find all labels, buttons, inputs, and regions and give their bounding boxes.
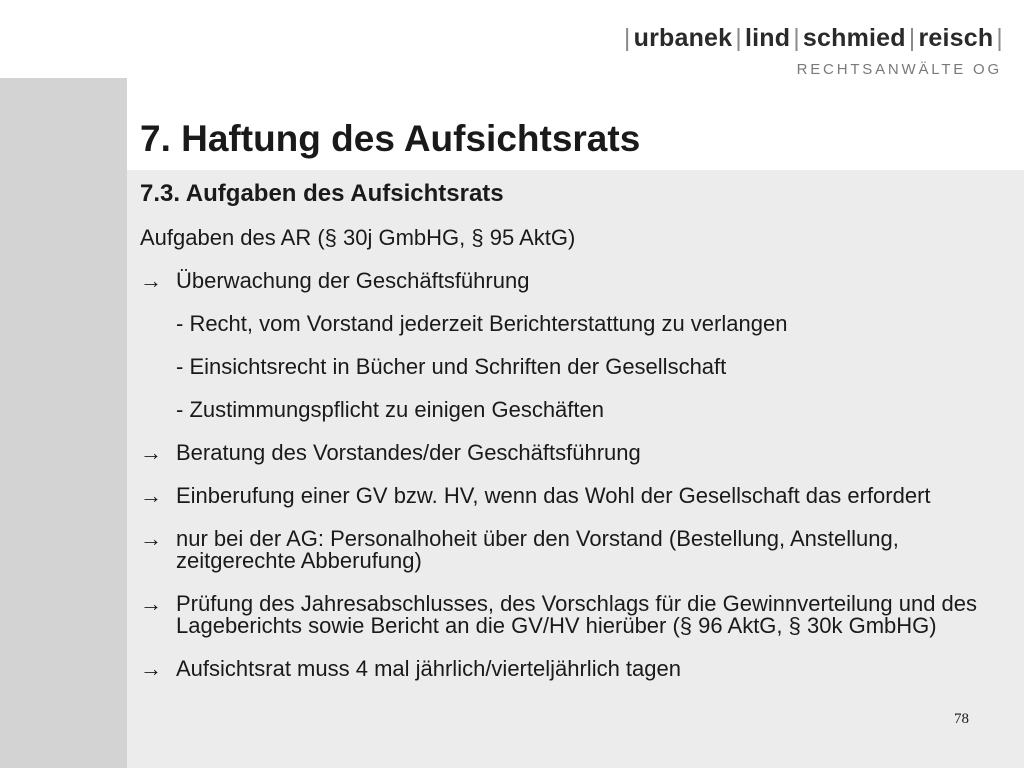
bullet-text: Überwachung der Geschäftsführung <box>176 268 530 293</box>
arrow-icon: → <box>140 526 162 551</box>
bullet-text: nur bei der AG: Personalhoheit über den Vorstand (Bestellung, Anstellung, zeitgerechte Abberufung) <box>176 526 899 573</box>
arrow-icon: → <box>140 483 162 508</box>
intro-line: Aufgaben des AR (§ 30j GmbHG, § 95 AktG) <box>140 225 576 250</box>
bullet-text: Einberufung einer GV bzw. HV, wenn das Wohl der Gesellschaft das erfordert <box>176 483 931 508</box>
bullet-item <box>140 593 1000 637</box>
sub-item-text: - Zustimmungspflicht zu einigen Geschäften <box>176 397 604 422</box>
sub-item-text: - Einsichtsrecht in Bücher und Schriften der Gesellschaft <box>176 354 727 379</box>
bullet-text: Beratung des Vorstandes/der Geschäftsführung <box>176 440 641 465</box>
sub-item <box>140 399 1000 421</box>
arrow-icon: → <box>140 591 162 616</box>
logo-name-lind: lind <box>744 24 791 52</box>
arrow-icon: → <box>140 268 162 293</box>
bullet-text: Prüfung des Jahresabschlusses, des Vorschlags für die Gewinnverteilung und des Lageberichts sowie Bericht an die GV/HV hierüber (§ 96 AktG, § 30k GmbHG) <box>176 591 978 638</box>
sub-item <box>140 356 1000 378</box>
page-number: 78 <box>954 711 969 727</box>
slide-subtitle: 7.3. Aufgaben des Aufsichtsrats <box>140 180 504 207</box>
sub-item-text: - Recht, vom Vorstand jederzeit Berichterstattung zu verlangen <box>176 311 788 336</box>
logo-name-schmied: schmied <box>802 24 906 52</box>
logo-name-reisch: reisch <box>918 24 994 52</box>
slide-title: 7. Haftung des Aufsichtsrats <box>140 118 641 159</box>
bullet-item <box>140 270 1000 292</box>
bullet-text: Aufsichtsrat muss 4 mal jährlich/vierteljährlich tagen <box>176 656 681 681</box>
bullet-item <box>140 442 1000 464</box>
bullet-item <box>140 528 1000 572</box>
logo-subtitle: RECHTSANWÄLTE OG <box>796 61 1002 78</box>
logo-name-urbanek: urbanek <box>633 24 733 52</box>
arrow-icon: → <box>140 440 162 465</box>
left-decorative-bar <box>0 78 127 768</box>
arrow-icon: → <box>140 656 162 681</box>
bullet-item <box>140 485 1000 507</box>
bullet-item <box>140 658 1000 680</box>
logo-names: | urbanek | lind | schmied | reisch | <box>623 24 1003 52</box>
sub-item <box>140 313 1000 335</box>
slide-body <box>140 227 1000 701</box>
firm-logo <box>621 24 1006 78</box>
